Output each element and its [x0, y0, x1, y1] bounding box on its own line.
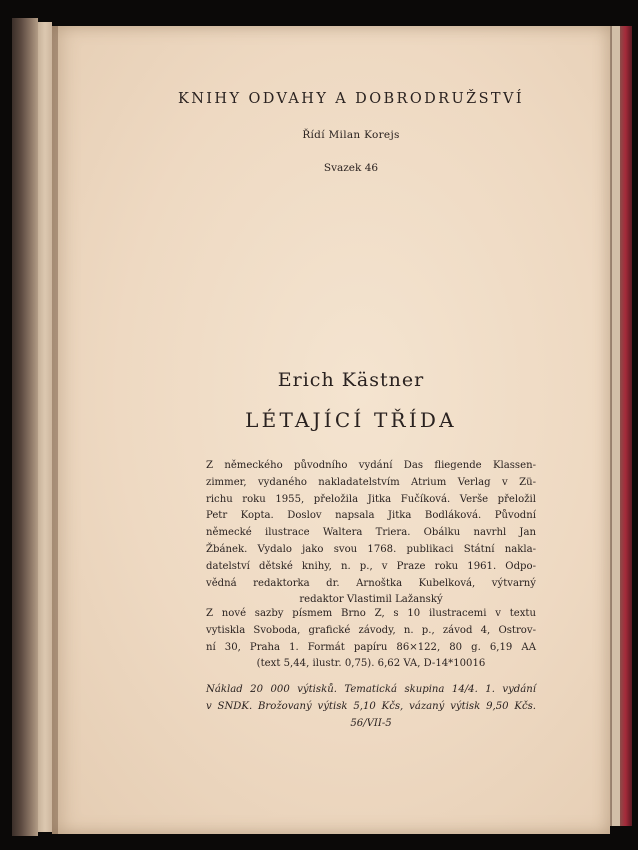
colophon-line: Žbánek. Vydalo jako svou 1768. publikaci Státní nakla- [206, 543, 536, 555]
colophon-line: 56/VII-5 [350, 717, 392, 729]
spine-shadow [52, 26, 58, 834]
colophon-line: redaktor Vlastimil Lažanský [299, 594, 443, 606]
series-volume: Svazek 46 [323, 162, 379, 174]
colophon-line: richu roku 1955, přeložila Jitka Fučíková. Verše přeložil [206, 493, 536, 505]
printing-paragraph [206, 606, 536, 673]
series-title: KNIHY ODVAHY A DOBRODRUŽSTVÍ [177, 91, 524, 107]
colophon-line: v SNDK. Brožovaný výtisk 5,10 Kčs, vázaný výtisk 9,50 Kčs. [206, 700, 536, 712]
author-name: Erich Kästner [277, 369, 425, 391]
colophon-line: vytiskla Svoboda, grafické závody, n. p., závod 4, Ostrov- [206, 624, 536, 636]
colophon-line: zimmer, vydaného nakladatelstvím Atrium Verlag v Zü- [206, 476, 536, 488]
colophon-line: ní 30, Praha 1. Formát papíru 86×122, 80 g. 6,19 AA [206, 641, 536, 653]
colophon-line: Z německého původního vydání Das fliegende Klassen- [206, 460, 536, 471]
colophon-line: Náklad 20 000 výtisků. Tematická skupina 14/4. 1. vydání [206, 684, 536, 695]
series-editor: Řídí Milan Korejs [302, 129, 400, 141]
colophon-line: vědná redaktorka dr. Arnoštka Kubelková, výtvarný [206, 577, 536, 589]
colophon-line: německé ilustrace Waltera Triera. Obálku navrhl Jan [206, 527, 536, 539]
colophon-line: Petr Kopta. Doslov napsala Jitka Bodláková. Původní [206, 510, 536, 522]
colophon-line: (text 5,44, ilustr. 0,75). 6,62 VA, D-14*10016 [256, 658, 486, 670]
title-page [52, 26, 610, 834]
edition-paragraph [206, 682, 536, 732]
colophon-line: Z nové sazby písmem Brno Z, s 10 ilustracemi v textu [206, 608, 536, 619]
page-stack-left [38, 22, 52, 832]
translation-paragraph [206, 458, 536, 609]
colophon-line: datelství dětské knihy, n. p., v Praze roku 1961. Odpo- [206, 560, 536, 572]
book-title: LÉTAJÍCÍ TŘÍDA [245, 408, 457, 432]
book-edge-left [12, 18, 38, 836]
